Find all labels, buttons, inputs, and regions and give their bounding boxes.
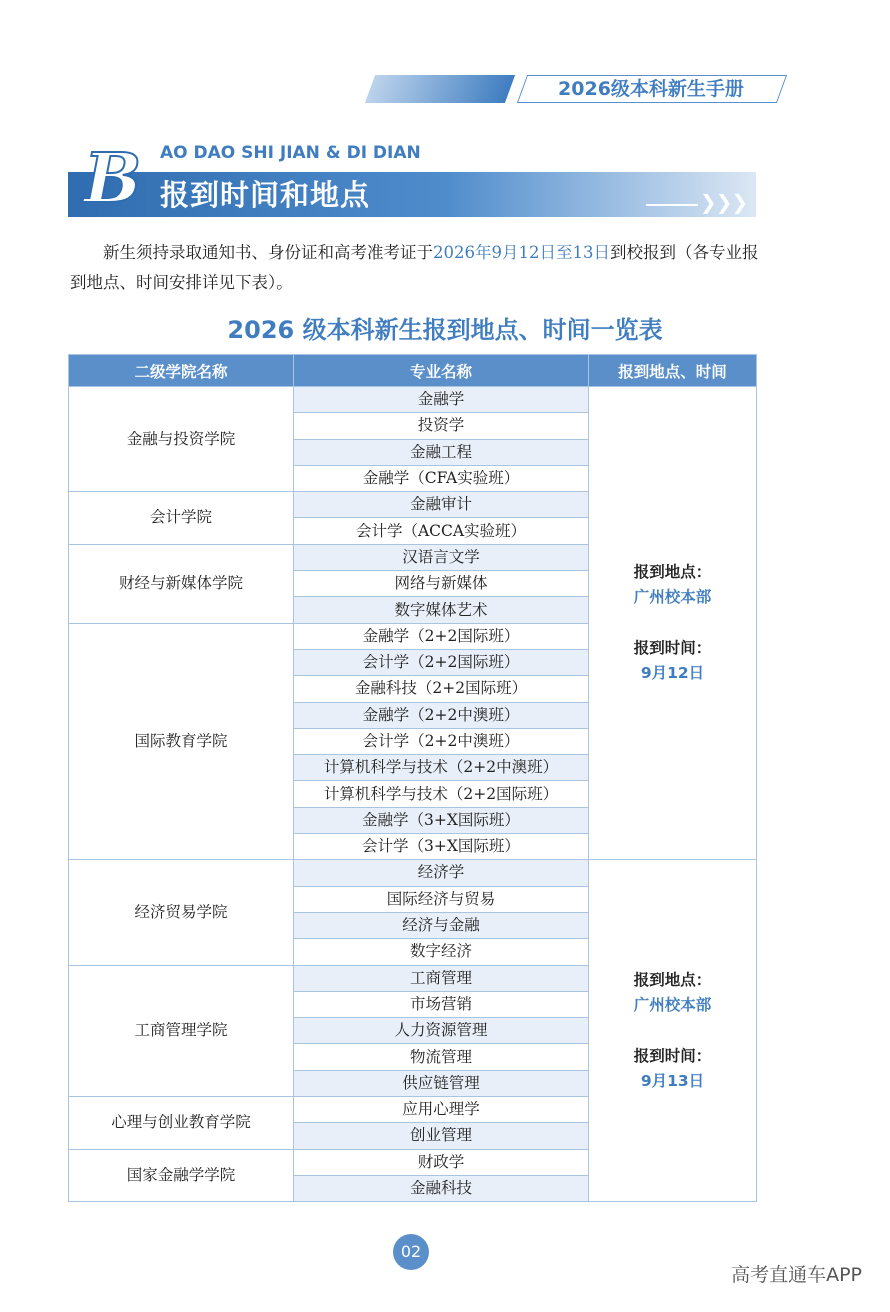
major-name-cell: 金融学（2+2中澳班） [294, 702, 589, 728]
info-spacer [589, 1018, 756, 1044]
college-name-cell: 工商管理学院 [69, 965, 294, 1096]
place-value: 广州校本部 [633, 995, 712, 1014]
table-title: 2026 级本科新生报到地点、时间一览表 [227, 316, 663, 344]
intro-text-before: 新生须持录取通知书、身份证和高考准考证于 [103, 243, 433, 262]
watermark: 高考直通车APP [731, 1264, 862, 1286]
major-name-cell: 计算机科学与技术（2+2中澳班） [294, 755, 589, 781]
major-name-cell: 金融学 [294, 387, 589, 413]
major-name-cell: 金融审计 [294, 492, 589, 518]
chevrons-icon: ❯❯❯ [700, 190, 748, 214]
registration-info-cell [589, 860, 757, 1202]
major-name-cell: 金融科技（2+2国际班） [294, 676, 589, 702]
column-header-college: 二级学院名称 [69, 355, 294, 387]
major-name-cell: 金融科技 [294, 1175, 589, 1201]
college-name-cell: 国家金融学学院 [69, 1149, 294, 1202]
header-title: 2026级本科新生手册 [558, 78, 744, 100]
college-name-cell: 财经与新媒体学院 [69, 544, 294, 623]
major-name-cell: 金融学（3+X国际班） [294, 807, 589, 833]
major-name-cell: 会计学（3+X国际班） [294, 834, 589, 860]
major-name-cell: 会计学（ACCA实验班） [294, 518, 589, 544]
major-name-cell: 会计学（2+2中澳班） [294, 728, 589, 754]
header-accent-bar [365, 75, 515, 103]
column-header-info: 报到地点、时间 [589, 355, 757, 387]
place-label: 报到地点： [633, 563, 712, 582]
major-name-cell: 金融学（2+2国际班） [294, 623, 589, 649]
table-row [69, 387, 757, 413]
major-name-cell: 金融工程 [294, 439, 589, 465]
registration-info-cell [589, 387, 757, 860]
section-letter-logo: B [84, 139, 142, 219]
major-name-cell: 计算机科学与技术（2+2国际班） [294, 781, 589, 807]
major-name-cell: 网络与新媒体 [294, 571, 589, 597]
college-name-cell: 经济贸易学院 [69, 860, 294, 965]
major-name-cell: 投资学 [294, 413, 589, 439]
table-body [69, 387, 757, 1202]
major-name-cell: 国际经济与贸易 [294, 886, 589, 912]
section-title: 报到时间和地点 [160, 178, 371, 212]
major-name-cell: 经济与金融 [294, 912, 589, 938]
major-name-cell: 会计学（2+2国际班） [294, 649, 589, 675]
major-name-cell: 经济学 [294, 860, 589, 886]
intro-text-after: 到校报到（各专业报到地点、时间安排详见下表）。 [70, 243, 759, 292]
time-value: 9月12日 [640, 664, 705, 683]
time-label: 报到时间： [633, 1046, 712, 1065]
major-name-cell: 财政学 [294, 1149, 589, 1175]
major-name-cell: 供应链管理 [294, 1070, 589, 1096]
major-name-cell: 数字经济 [294, 939, 589, 965]
table-header-row [69, 355, 757, 387]
info-spacer [589, 610, 756, 636]
registration-table [68, 354, 757, 1202]
time-label: 报到时间： [633, 639, 712, 658]
college-name-cell: 心理与创业教育学院 [69, 1097, 294, 1150]
major-name-cell: 数字媒体艺术 [294, 597, 589, 623]
column-header-major: 专业名称 [294, 355, 589, 387]
intro-date-highlight: 2026年9月12日至13日 [433, 243, 610, 262]
college-name-cell: 国际教育学院 [69, 623, 294, 860]
time-value: 9月13日 [640, 1071, 705, 1090]
college-name-cell: 会计学院 [69, 492, 294, 545]
major-name-cell: 人力资源管理 [294, 1018, 589, 1044]
section-subtitle: AO DAO SHI JIAN & DI DIAN [160, 143, 421, 163]
table-row [69, 860, 757, 886]
page-number: 02 [393, 1234, 429, 1270]
major-name-cell: 汉语言文学 [294, 544, 589, 570]
major-name-cell: 创业管理 [294, 1123, 589, 1149]
major-name-cell: 工商管理 [294, 965, 589, 991]
place-value: 广州校本部 [633, 588, 712, 607]
major-name-cell: 金融学（CFA实验班） [294, 465, 589, 491]
intro-paragraph [70, 238, 760, 298]
college-name-cell: 金融与投资学院 [69, 387, 294, 492]
major-name-cell: 市场营销 [294, 991, 589, 1017]
major-name-cell: 物流管理 [294, 1044, 589, 1070]
section-divider-line [646, 204, 698, 206]
major-name-cell: 应用心理学 [294, 1097, 589, 1123]
place-label: 报到地点： [633, 970, 712, 989]
